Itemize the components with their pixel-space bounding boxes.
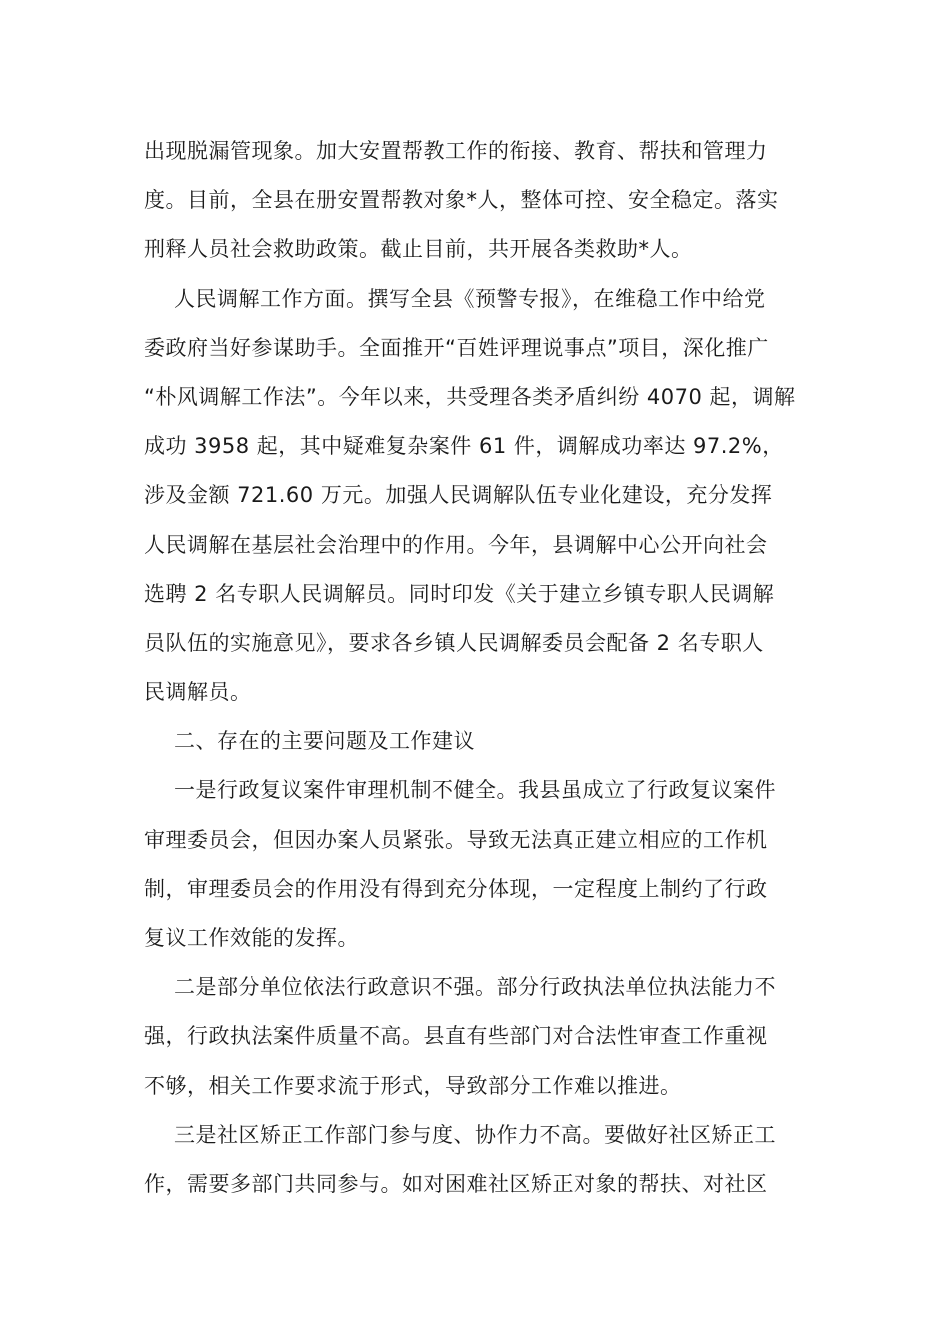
text-line: 选聘 2 名专职人民调解员。同时印发《关于建立乡镇专职人民调解 (144, 581, 775, 606)
text-line: 二是部分单位依法行政意识不强。部分行政执法单位执法能力不 (174, 975, 776, 1000)
text-line: 人民调解工作方面。撰写全县《预警专报》，在维稳工作中给党 (174, 286, 766, 311)
text-line: 人民调解在基层社会治理中的作用。今年，县调解中心公开向社会 (144, 532, 768, 557)
text-line: “朴风调解工作法”。今年以来，共受理各类矛盾纠纷 4070 起，调解 (144, 384, 796, 409)
text-line: 涉及金额 721.60 万元。加强人民调解队伍专业化建设，充分发挥 (144, 483, 773, 508)
text-line: 民调解员。 (144, 680, 252, 705)
text-line: 一是行政复议案件审理机制不健全。我县虽成立了行政复议案件 (174, 778, 776, 803)
text-line: 作，需要多部门共同参与。如对困难社区矫正对象的帮扶、对社区 (144, 1171, 768, 1196)
text-line: 复议工作效能的发挥。 (144, 926, 359, 950)
text-line: 不够，相关工作要求流于形式，导致部分工作难以推进。 (144, 1073, 682, 1098)
text-line: 三是社区矫正工作部门参与度、协作力不高。要做好社区矫正工 (174, 1122, 776, 1147)
text-line: 委政府当好参谋助手。全面推开“百姓评理说事点”项目，深化推广 (144, 335, 769, 360)
text-line: 刑释人员社会救助政策。截止目前，共开展各类救助*人。 (144, 237, 693, 262)
text-line: 强，行政执法案件质量不高。县直有些部门对合法性审查工作重视 (144, 1024, 768, 1049)
text-line: 二、存在的主要问题及工作建议 (174, 729, 475, 754)
text-line: 度。目前，全县在册安置帮教对象*人，整体可控、安全稳定。落实 (144, 188, 779, 213)
document-body (144, 127, 808, 1209)
text-line: 出现脱漏管现象。加大安置帮教工作的衔接、教育、帮扶和管理力 (144, 139, 768, 163)
text-line: 制，审理委员会的作用没有得到充分体现，一定程度上制约了行政 (144, 876, 768, 901)
text-line: 审理委员会，但因办案人员紧张。导致无法真正建立相应的工作机 (144, 827, 768, 852)
text-line: 员队伍的实施意见》，要求各乡镇人民调解委员会配备 2 名专职人 (144, 630, 764, 655)
text-line: 成功 3958 起，其中疑难复杂案件 61 件，调解成功率达 97.2%， (144, 434, 784, 459)
